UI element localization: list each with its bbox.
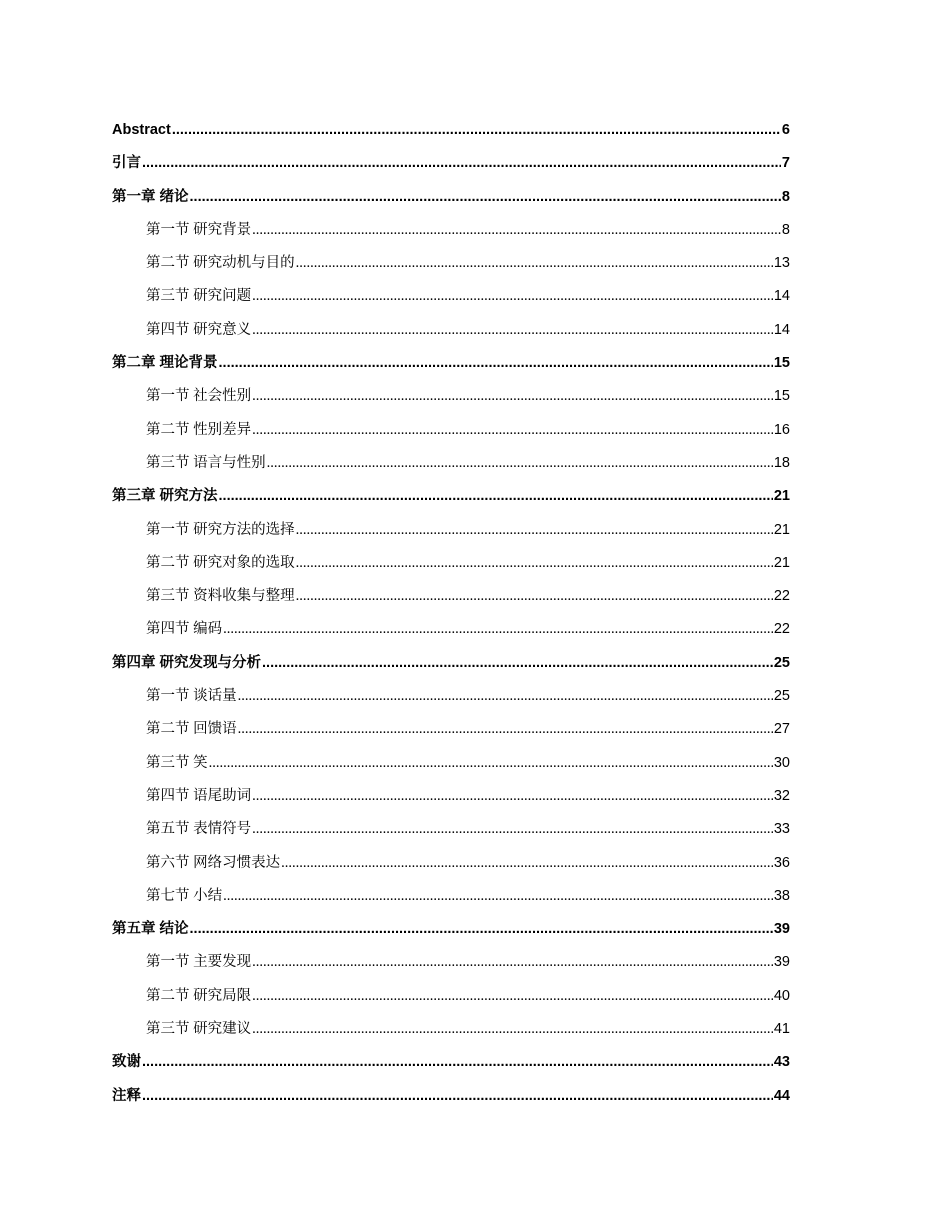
toc-section-entry[interactable] bbox=[112, 780, 790, 813]
toc-chapter-entry[interactable] bbox=[112, 480, 790, 513]
toc-page-number: 43 bbox=[773, 1054, 790, 1071]
toc-section-entry[interactable] bbox=[112, 880, 790, 913]
toc-dot-leader bbox=[281, 847, 773, 880]
toc-entry-title: 第二节 回馈语 bbox=[146, 721, 237, 738]
toc-dot-leader bbox=[296, 547, 773, 580]
toc-section-entry[interactable] bbox=[112, 580, 790, 613]
toc-page-number: 38 bbox=[773, 887, 790, 904]
toc-section-entry[interactable] bbox=[112, 447, 790, 480]
toc-dot-leader bbox=[252, 813, 773, 846]
toc-page-number: 21 bbox=[773, 521, 790, 538]
toc-dot-leader bbox=[219, 480, 773, 513]
toc-dot-leader bbox=[262, 647, 773, 680]
toc-entry-title: 第一节 研究方法的选择 bbox=[146, 521, 295, 538]
toc-entry-title: 注释 bbox=[112, 1087, 141, 1104]
toc-entry-title: 第四节 编码 bbox=[146, 621, 223, 638]
toc-section-entry[interactable] bbox=[112, 847, 790, 880]
toc-entry-title: 第一节 研究背景 bbox=[146, 221, 252, 238]
toc-dot-leader bbox=[223, 613, 773, 646]
toc-page-number: 25 bbox=[773, 654, 790, 671]
toc-dot-leader bbox=[296, 514, 773, 547]
toc-section-entry[interactable] bbox=[112, 980, 790, 1013]
toc-section-entry[interactable] bbox=[112, 514, 790, 547]
toc-page-number: 40 bbox=[773, 987, 790, 1004]
toc-entry-title: 第三节 资料收集与整理 bbox=[146, 588, 295, 605]
toc-page-number: 22 bbox=[773, 588, 790, 605]
toc-dot-leader bbox=[252, 214, 781, 247]
toc-section-entry[interactable] bbox=[112, 613, 790, 646]
toc-dot-leader bbox=[209, 747, 773, 780]
toc-dot-leader bbox=[219, 347, 773, 380]
toc-dot-leader bbox=[252, 314, 773, 347]
toc-page-number: 44 bbox=[773, 1087, 790, 1104]
toc-section-entry[interactable] bbox=[112, 314, 790, 347]
toc-entry-title: 引言 bbox=[112, 155, 141, 172]
toc-entry-title: 第一章 绪论 bbox=[112, 188, 189, 205]
toc-entry-title: 第四节 研究意义 bbox=[146, 321, 252, 338]
toc-entry-title: 第五章 结论 bbox=[112, 921, 189, 938]
toc-page-number: 39 bbox=[773, 921, 790, 938]
toc-page-number: 22 bbox=[773, 621, 790, 638]
toc-dot-leader bbox=[238, 680, 773, 713]
toc-page-number: 6 bbox=[781, 122, 790, 138]
toc-page-number: 36 bbox=[773, 854, 790, 871]
toc-chapter-entry[interactable] bbox=[112, 181, 790, 214]
toc-page-number: 21 bbox=[773, 554, 790, 571]
toc-entry-title: 第六节 网络习惯表达 bbox=[146, 854, 281, 871]
toc-section-entry[interactable] bbox=[112, 1013, 790, 1046]
toc-entry-title: 第三节 研究建议 bbox=[146, 1021, 252, 1038]
toc-page-number: 14 bbox=[773, 288, 790, 305]
toc-section-entry[interactable] bbox=[112, 380, 790, 413]
toc-chapter-entry[interactable] bbox=[112, 1046, 790, 1079]
toc-dot-leader bbox=[252, 414, 773, 447]
toc-entry-title: 第五节 表情符号 bbox=[146, 821, 252, 838]
toc-chapter-entry[interactable] bbox=[112, 347, 790, 380]
toc-entry-title: 第一节 社会性别 bbox=[146, 388, 252, 405]
toc-page-number: 14 bbox=[773, 321, 790, 338]
toc-entry-title: 第二节 研究动机与目的 bbox=[146, 255, 295, 272]
toc-dot-leader bbox=[238, 713, 773, 746]
toc-entry-title: 第二节 研究对象的选取 bbox=[146, 554, 295, 571]
toc-page-number: 15 bbox=[773, 355, 790, 372]
toc-entry-title: 致谢 bbox=[112, 1054, 141, 1071]
toc-entry-title: 第一节 谈话量 bbox=[146, 688, 237, 705]
toc-page-number: 33 bbox=[773, 821, 790, 838]
toc-entry-title: 第三章 研究方法 bbox=[112, 488, 218, 505]
toc-page-number: 25 bbox=[773, 688, 790, 705]
toc-chapter-entry[interactable] bbox=[112, 147, 790, 180]
toc-dot-leader bbox=[190, 181, 781, 214]
toc-chapter-entry[interactable] bbox=[112, 647, 790, 680]
toc-dot-leader bbox=[142, 147, 781, 180]
toc-dot-leader bbox=[223, 880, 773, 913]
toc-dot-leader bbox=[142, 1080, 773, 1113]
toc-page-number: 32 bbox=[773, 787, 790, 804]
toc-entry-title: 第三节 笑 bbox=[146, 754, 208, 771]
toc-section-entry[interactable] bbox=[112, 813, 790, 846]
toc-dot-leader bbox=[267, 447, 773, 480]
toc-chapter-entry[interactable] bbox=[112, 913, 790, 946]
toc-section-entry[interactable] bbox=[112, 747, 790, 780]
toc-page-number: 8 bbox=[781, 188, 790, 205]
toc-page-number: 39 bbox=[773, 954, 790, 971]
toc-dot-leader bbox=[296, 247, 773, 280]
toc-page-number: 7 bbox=[781, 155, 790, 172]
toc-page-number: 16 bbox=[773, 421, 790, 438]
table-of-contents bbox=[112, 114, 790, 1113]
toc-entry-title: 第二节 性别差异 bbox=[146, 421, 252, 438]
toc-dot-leader bbox=[172, 114, 781, 147]
toc-section-entry[interactable] bbox=[112, 946, 790, 979]
toc-section-entry[interactable] bbox=[112, 280, 790, 313]
toc-section-entry[interactable] bbox=[112, 247, 790, 280]
toc-page-number: 41 bbox=[773, 1021, 790, 1038]
toc-dot-leader bbox=[252, 780, 773, 813]
toc-dot-leader bbox=[252, 980, 773, 1013]
toc-entry-title: 第四节 语尾助词 bbox=[146, 787, 252, 804]
toc-entry-title: 第七节 小结 bbox=[146, 887, 223, 904]
toc-dot-leader bbox=[190, 913, 773, 946]
toc-section-entry[interactable] bbox=[112, 547, 790, 580]
toc-entry-title: 第二章 理论背景 bbox=[112, 355, 218, 372]
toc-section-entry[interactable] bbox=[112, 214, 790, 247]
toc-page-number: 21 bbox=[773, 488, 790, 505]
toc-section-entry[interactable] bbox=[112, 680, 790, 713]
toc-entry-title: 第四章 研究发现与分析 bbox=[112, 654, 262, 671]
toc-dot-leader bbox=[252, 380, 773, 413]
toc-section-entry[interactable] bbox=[112, 414, 790, 447]
toc-entry-title: 第三节 语言与性别 bbox=[146, 454, 266, 471]
toc-page-number: 15 bbox=[773, 388, 790, 405]
toc-entry-title: 第三节 研究问题 bbox=[146, 288, 252, 305]
toc-page-number: 30 bbox=[773, 754, 790, 771]
toc-dot-leader bbox=[252, 1013, 773, 1046]
toc-chapter-entry[interactable] bbox=[112, 114, 790, 147]
toc-dot-leader bbox=[252, 946, 773, 979]
toc-page-number: 8 bbox=[781, 221, 790, 238]
toc-entry-title: 第二节 研究局限 bbox=[146, 987, 252, 1004]
toc-dot-leader bbox=[142, 1046, 773, 1079]
toc-page-number: 18 bbox=[773, 454, 790, 471]
toc-section-entry[interactable] bbox=[112, 713, 790, 746]
toc-entry-title: 第一节 主要发现 bbox=[146, 954, 252, 971]
toc-dot-leader bbox=[252, 280, 773, 313]
toc-page-number: 13 bbox=[773, 255, 790, 272]
toc-page-number: 27 bbox=[773, 721, 790, 738]
toc-dot-leader bbox=[296, 580, 773, 613]
toc-chapter-entry[interactable] bbox=[112, 1080, 790, 1113]
toc-entry-title: Abstract bbox=[112, 122, 171, 138]
